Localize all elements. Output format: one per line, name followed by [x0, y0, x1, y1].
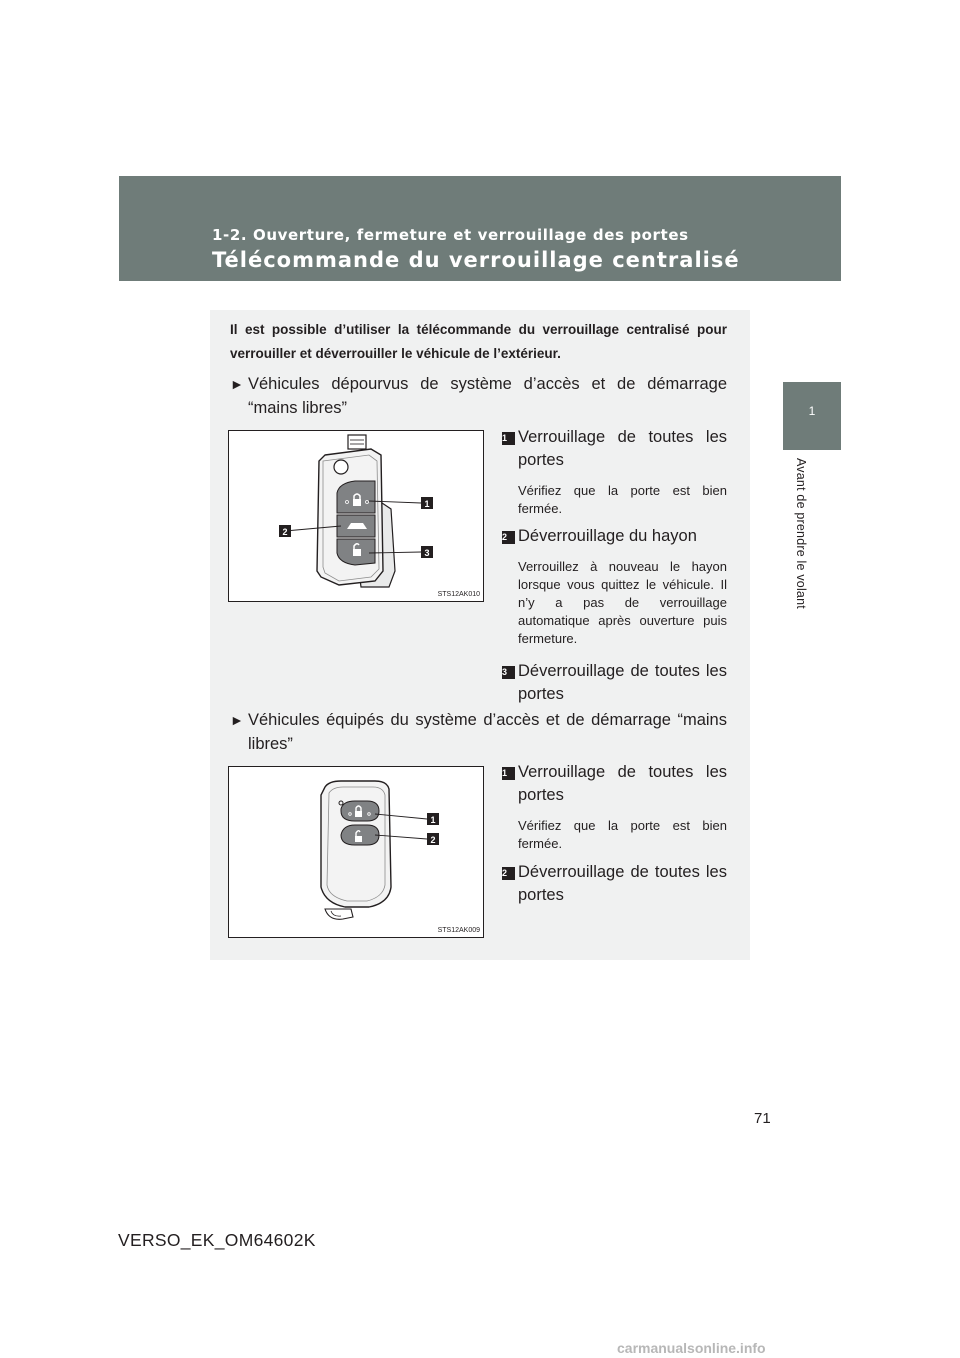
bullet-arrow-icon: ►	[230, 712, 244, 728]
image-code: STS12AK010	[437, 591, 480, 598]
number-badge: 3	[502, 666, 515, 679]
section1-item-3: 3 Déverrouillage de toutes les portes	[502, 662, 727, 703]
chapter-tab	[783, 382, 841, 450]
number-badge: 2	[502, 531, 515, 544]
section2-item-2: 2 Déverrouillage de toutes les portes	[502, 863, 727, 904]
smart-key-illustration	[228, 766, 484, 938]
item-description: Vérifiez que la porte est bien fermée.	[518, 818, 727, 851]
section2-item-1: 1 Verrouillage de toutes les portes Vérifiez que la porte est bien fermée.	[502, 763, 727, 851]
number-badge: 2	[502, 867, 515, 880]
smart-key-drawing	[229, 767, 483, 937]
item-description: Vérifiez que la porte est bien fermée.	[518, 483, 727, 516]
callout-1: 1	[430, 815, 436, 825]
item-description: Verrouillez à nouveau le hayon lorsque vous quittez le véhicule. Il n’y a pas de verrouillage automatique après ouverture puis fermeture.	[518, 559, 727, 646]
section2-bullet: ► Véhicules équipés du système d’accès et de démarrage “mains libres”	[230, 708, 727, 756]
callout-1: 1	[424, 499, 430, 509]
page-number: 71	[754, 1110, 771, 1127]
content-panel	[210, 310, 750, 960]
section-title: 1-2. Ouverture, fermeture et verrouillage des portes	[212, 226, 689, 244]
section1-item-2: 2 Déverrouillage du hayon Verrouillez à nouveau le hayon lorsque vous quittez le véhicule. Il n’y a pas de verrouillage automatique après ouverture puis fermeture.	[502, 527, 727, 646]
chapter-title-vertical: Avant de prendre le volant	[794, 458, 808, 609]
chapter-header	[119, 176, 841, 281]
flip-key-drawing	[229, 431, 483, 601]
page-title: Télécommande du verrouillage centralisé	[212, 248, 740, 272]
number-badge: 1	[502, 767, 515, 780]
document-code: VERSO_EK_OM64602K	[118, 1230, 316, 1250]
number-badge: 1	[502, 432, 515, 445]
bullet-arrow-icon: ►	[230, 376, 244, 392]
section1-item-1: 1 Verrouillage de toutes les portes Vérifiez que la porte est bien fermée.	[502, 428, 727, 516]
intro-paragraph: Il est possible d’utiliser la télécommande du verrouillage centralisé pour verrouiller et déverrouiller le véhicule de l’extérieur.	[230, 322, 727, 361]
callout-2: 2	[282, 527, 288, 537]
callout-3: 3	[424, 548, 430, 558]
image-code: STS12AK009	[437, 927, 480, 934]
section1-bullet: ► Véhicules dépourvus de système d’accès et de démarrage “mains libres”	[230, 372, 727, 420]
chapter-number: 1	[808, 404, 816, 418]
callout-2: 2	[430, 835, 436, 845]
watermark: carmanualsonline.info	[617, 1340, 766, 1356]
flip-key-illustration	[228, 430, 484, 602]
